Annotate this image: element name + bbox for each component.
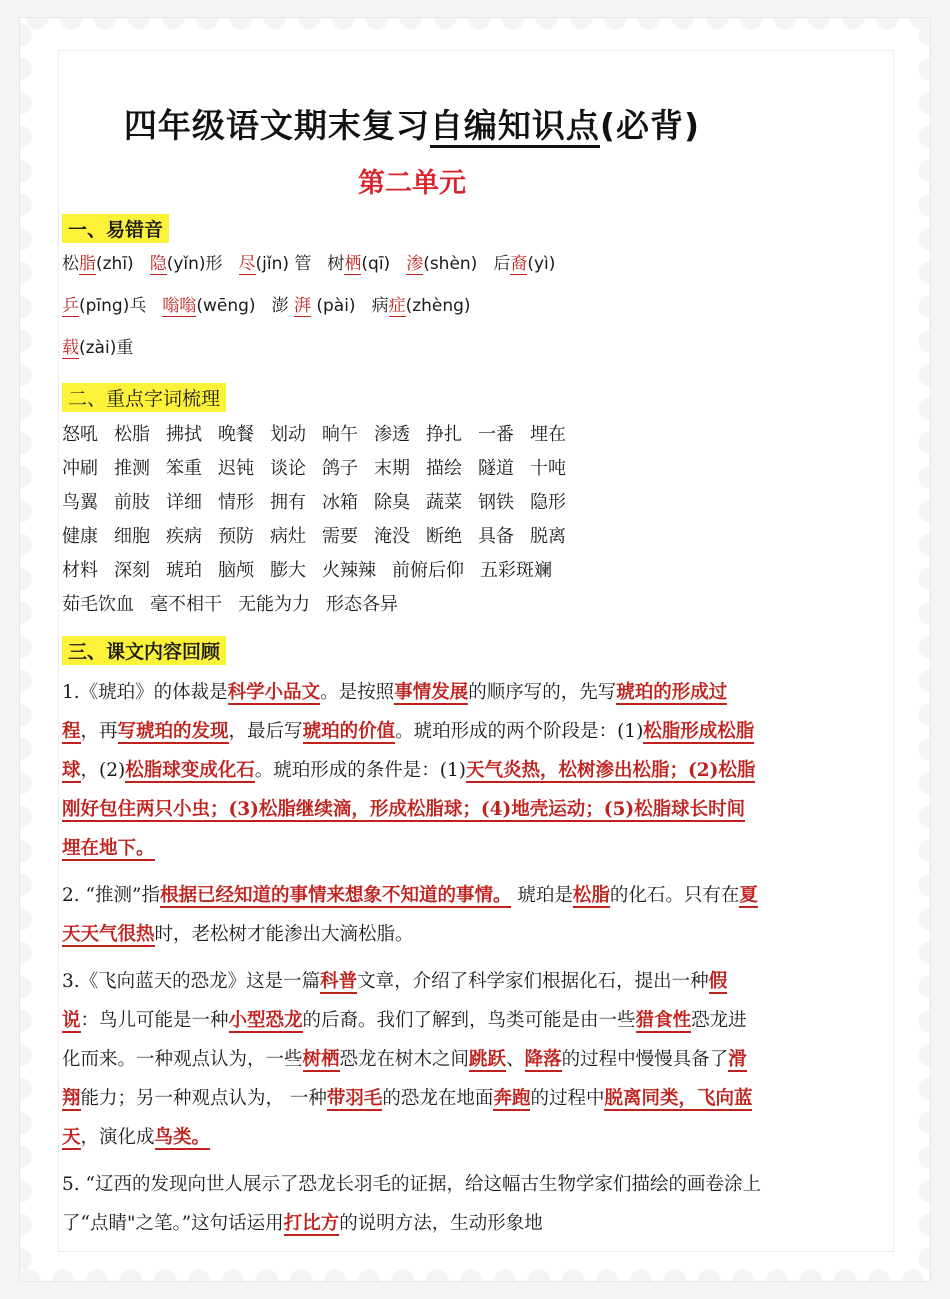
word-row: [62, 520, 762, 554]
word: 十吨: [530, 458, 566, 479]
word: 脱离: [530, 526, 566, 547]
answer-text: 松脂球变成化石: [125, 760, 255, 781]
word: 五彩斑斓: [480, 560, 552, 581]
word: 病灶: [270, 526, 306, 547]
word: 拂拭: [166, 424, 202, 445]
answer-text: 鸟类。: [154, 1127, 211, 1148]
answer-text: 打比方: [283, 1213, 340, 1234]
section-2-heading: 二、重点字词梳理: [62, 383, 226, 412]
word: 隐形: [530, 492, 566, 513]
word: 预防: [218, 526, 254, 547]
pinyin-word: 隐(yǐn)形: [149, 254, 223, 274]
answer-text: 滑翔: [62, 1049, 747, 1109]
word-list: [62, 418, 762, 622]
answer-text: 松脂形成松脂球: [62, 721, 755, 781]
answer-text: 科学小品文: [227, 682, 321, 703]
pinyin-word: 松脂(zhī): [62, 254, 134, 274]
word: 情形: [218, 492, 254, 513]
answer-text: 小型恐龙: [228, 1010, 303, 1031]
word: 膨大: [270, 560, 306, 581]
page-title: 四年级语文期末复习自编知识点(必背): [62, 100, 762, 147]
pinyin-word: 载(zài)重: [62, 338, 134, 358]
word: 具备: [478, 526, 514, 547]
section-3-heading: 三、课文内容回顾: [62, 636, 226, 665]
answer-text: 夏天天气很热: [62, 885, 758, 945]
word: 描绘: [426, 458, 462, 479]
paragraph-3: 3.《飞向蓝天的恐龙》这是一篇科普文章，介绍了科学家们根据化石，提出一种假说：鸟儿可能是一种小型恐龙的后裔。我们了解到，鸟类可能是由一些猎食性恐龙进化而来。一种观点认为，一些树栖恐龙在树木之间跳跃、降落的过程中慢慢具备了滑翔能力；另一种观点认为， 一种带羽毛的恐龙在地面奔跑的过程中脱离同类，飞向蓝天，演化成鸟类。: [62, 971, 753, 1148]
pinyin-word: 后裔(yì): [493, 254, 556, 274]
word: 划动: [270, 424, 306, 445]
word-row: [62, 554, 762, 588]
paragraph-5: 5. “辽西的发现向世人展示了恐龙长羽毛的证据，给这幅古生物学家们描绘的画卷涂上了“点睛"之笔。”这句话运用打比方的说明方法，生动形象地: [62, 1174, 761, 1234]
section-1-heading: 一、易错音: [62, 214, 169, 243]
word: 毫不相干: [150, 594, 222, 615]
pinyin-word: 乒(pīng)乓: [62, 296, 147, 316]
word: 拥有: [270, 492, 306, 513]
word: 琥珀: [166, 560, 202, 581]
word: 松脂: [114, 424, 150, 445]
word: 鸽子: [322, 458, 358, 479]
word: 晌午: [322, 424, 358, 445]
word: 淹没: [374, 526, 410, 547]
document-content: [62, 100, 762, 1243]
answer-text: 猎食性: [635, 1010, 692, 1031]
pinyin-line: [62, 327, 762, 369]
word-row: [62, 418, 762, 452]
answer-text: 跳跃: [469, 1049, 507, 1070]
answer-text: 天气炎热，松树渗出松脂；(2)松脂刚好包住两只小虫；(3)松脂继续滴，形成松脂球；(4)地壳运动；(5)松脂球长时间埋在地下。: [62, 760, 756, 859]
unit-title: 第二单元: [358, 168, 466, 199]
answer-text: 根据已经知道的事情来想象不知道的事情。: [159, 885, 512, 906]
word: 鸟翼: [62, 492, 98, 513]
word-row: [62, 588, 762, 622]
word: 除臭: [374, 492, 410, 513]
word: 谈论: [270, 458, 306, 479]
word-row: [62, 486, 762, 520]
paragraph-1: 1.《琥珀》的体裁是科学小品文。是按照事情发展的顺序写的，先写琥珀的形成过程，再写琥珀的发现，最后写琥珀的价值。琥珀形成的两个阶段是：(1)松脂形成松脂球，(2)松脂球变成化石。琥珀形成的条件是：(1)天气炎热，松树渗出松脂；(2)松脂刚好包住两只小虫；(3)松脂继续滴，形成松脂球；(4)地壳运动；(5)松脂球长时间埋在地下。: [62, 682, 756, 859]
word: 前肢: [114, 492, 150, 513]
word: 冰箱: [322, 492, 358, 513]
answer-text: 假说: [62, 971, 728, 1031]
word: 迟钝: [218, 458, 254, 479]
word: 脑颅: [218, 560, 254, 581]
pinyin-word: 澎 湃 (pài): [271, 296, 356, 316]
pinyin-word: 树栖(qī): [327, 254, 391, 274]
word: 详细: [166, 492, 202, 513]
word: 推测: [114, 458, 150, 479]
answer-text: 写琥珀的发现: [117, 721, 229, 742]
word: 渗透: [374, 424, 410, 445]
answer-text: 奔跑: [493, 1088, 531, 1109]
word: 挣扎: [426, 424, 462, 445]
word: 茹毛饮血: [62, 594, 134, 615]
pinyin-line: [62, 285, 762, 327]
pinyin-word: 病症(zhèng): [371, 296, 471, 316]
paragraph-2: 2. “推测”指根据已经知道的事情来想象不知道的事情。 琥珀是松脂的化石。只有在夏天天气很热时，老松树才能渗出大滴松脂。: [62, 885, 758, 945]
pinyin-list: [62, 243, 762, 369]
word: 隧道: [478, 458, 514, 479]
answer-text: 事情发展: [394, 682, 469, 703]
word: 前俯后仰: [392, 560, 464, 581]
word: 深刻: [114, 560, 150, 581]
answer-text: 琥珀的形成过程: [62, 682, 728, 742]
word: 一番: [478, 424, 514, 445]
word: 健康: [62, 526, 98, 547]
answer-text: 降落: [524, 1049, 562, 1070]
answer-text: 琥珀的价值: [302, 721, 396, 742]
word: 末期: [374, 458, 410, 479]
word: 埋在: [530, 424, 566, 445]
word: 火辣辣: [322, 560, 376, 581]
answer-text: 树栖: [302, 1049, 340, 1070]
pinyin-line: [62, 243, 762, 285]
word: 疾病: [166, 526, 202, 547]
word: 蔬菜: [426, 492, 462, 513]
word: 材料: [62, 560, 98, 581]
word: 冲刷: [62, 458, 98, 479]
pinyin-word: 尽(jǐn) 管: [238, 254, 312, 274]
word: 钢铁: [478, 492, 514, 513]
word-row: [62, 452, 762, 486]
word: 细胞: [114, 526, 150, 547]
answer-text: 科普: [320, 971, 358, 992]
word: 怒吼: [62, 424, 98, 445]
word: 断绝: [426, 526, 462, 547]
pinyin-word: 渗(shèn): [406, 254, 478, 274]
word: 笨重: [166, 458, 202, 479]
word: 无能为力: [238, 594, 310, 615]
word: 形态各异: [326, 594, 398, 615]
answer-text: 脱离同类，飞向蓝天: [62, 1088, 753, 1148]
answer-text: 松脂: [572, 885, 610, 906]
answer-text: 带羽毛: [326, 1088, 383, 1109]
pinyin-word: 嗡嗡(wēng): [162, 296, 256, 316]
word: 需要: [322, 526, 358, 547]
word: 晚餐: [218, 424, 254, 445]
